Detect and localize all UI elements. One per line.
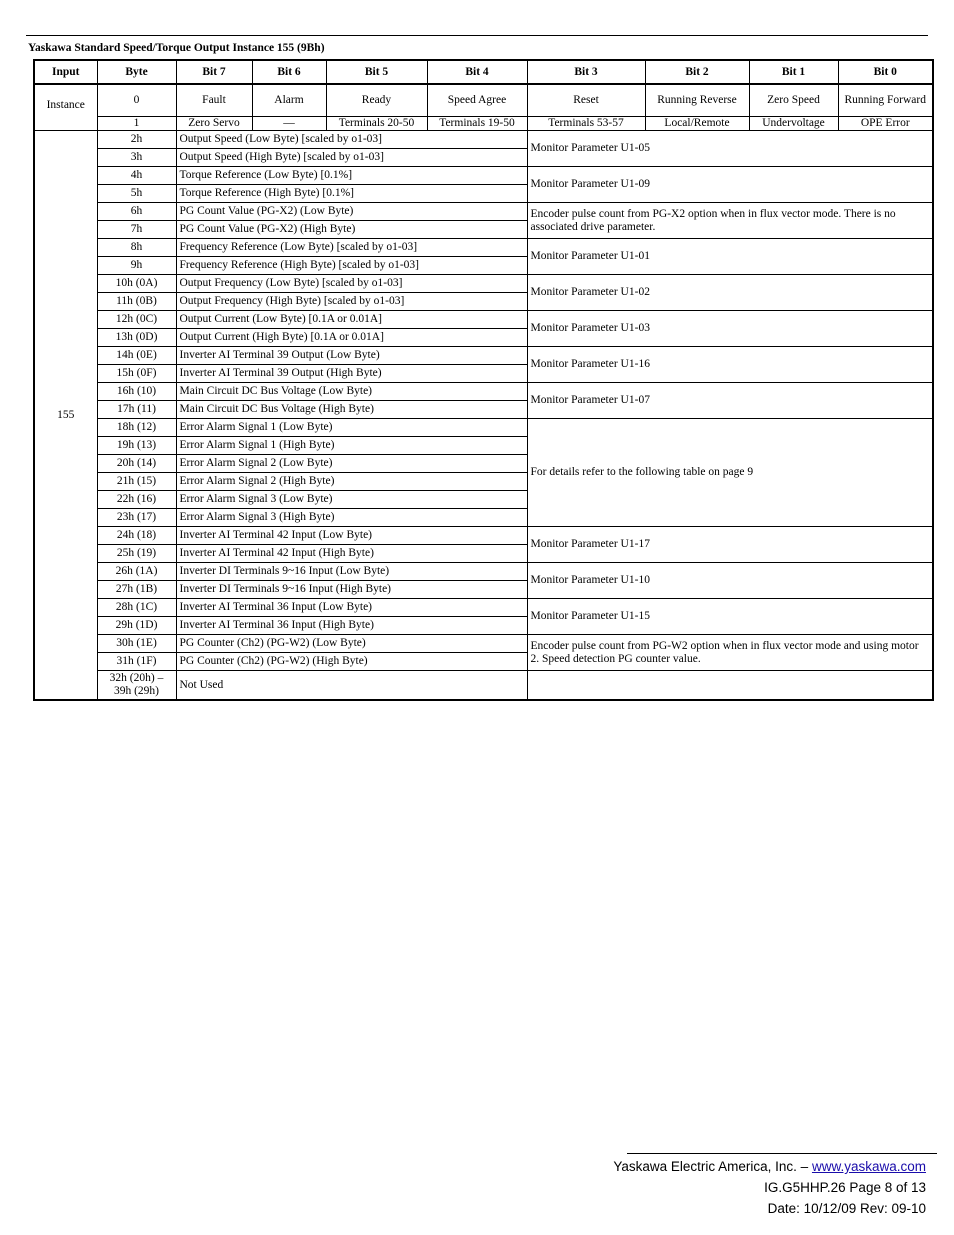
description-cell: PG Counter (Ch2) (PG-W2) (Low Byte) xyxy=(176,635,527,653)
description-cell: Torque Reference (High Byte) [0.1%] xyxy=(176,185,527,203)
note-cell: Monitor Parameter U1-03 xyxy=(527,311,933,347)
byte-range-start: 32h (20h) – xyxy=(109,672,164,684)
description-cell: PG Count Value (PG-X2) (High Byte) xyxy=(176,221,527,239)
table-row xyxy=(34,671,933,701)
byte-cell: 2h xyxy=(97,131,176,149)
byte-cell: 3h xyxy=(97,149,176,167)
note-cell: Monitor Parameter U1-07 xyxy=(527,383,933,419)
table-row xyxy=(34,275,933,293)
header-bit7: Bit 7 xyxy=(176,60,252,84)
description-cell: Error Alarm Signal 2 (High Byte) xyxy=(176,473,527,491)
byte-cell: 25h (19) xyxy=(97,545,176,563)
byte-cell: 14h (0E) xyxy=(97,347,176,365)
byte-cell: 6h xyxy=(97,203,176,221)
description-cell: Inverter AI Terminal 42 Input (High Byte) xyxy=(176,545,527,563)
description-cell: Inverter AI Terminal 39 Output (Low Byte) xyxy=(176,347,527,365)
byte-cell: 30h (1E) xyxy=(97,635,176,653)
byte-cell: 18h (12) xyxy=(97,419,176,437)
table-row xyxy=(34,419,933,437)
byte-cell: 13h (0D) xyxy=(97,329,176,347)
byte-cell: 22h (16) xyxy=(97,491,176,509)
note-cell xyxy=(527,671,933,701)
description-cell: PG Count Value (PG-X2) (Low Byte) xyxy=(176,203,527,221)
byte-cell: 15h (0F) xyxy=(97,365,176,383)
bit-cell: Undervoltage xyxy=(749,117,838,131)
byte-cell: 28h (1C) xyxy=(97,599,176,617)
website-link[interactable]: www.yaskawa.com xyxy=(811,1159,926,1174)
byte-cell: 1 xyxy=(97,117,176,131)
instance-number: 155 xyxy=(34,131,97,701)
description-cell: Inverter AI Terminal 42 Input (Low Byte) xyxy=(176,527,527,545)
byte-cell: 4h xyxy=(97,167,176,185)
description-cell: Inverter DI Terminals 9~16 Input (High Byte) xyxy=(176,581,527,599)
byte-cell: 20h (14) xyxy=(97,455,176,473)
byte-cell: 11h (0B) xyxy=(97,293,176,311)
bit-cell: Terminals 53-57 xyxy=(527,117,645,131)
bit-cell: Ready xyxy=(326,84,427,117)
byte-cell: 19h (13) xyxy=(97,437,176,455)
bit-cell: Running Forward xyxy=(838,84,933,117)
byte-cell xyxy=(97,671,176,701)
table-row xyxy=(34,131,933,149)
note-cell: Encoder pulse count from PG-X2 option when in flux vector mode. There is no associated drive parameter. xyxy=(527,203,933,239)
note-cell: Monitor Parameter U1-09 xyxy=(527,167,933,203)
top-rule xyxy=(26,35,928,36)
note-cell: Monitor Parameter U1-10 xyxy=(527,563,933,599)
description-cell: Error Alarm Signal 2 (Low Byte) xyxy=(176,455,527,473)
header-bit2: Bit 2 xyxy=(645,60,749,84)
bit-cell: OPE Error xyxy=(838,117,933,131)
description-cell: Main Circuit DC Bus Voltage (High Byte) xyxy=(176,401,527,419)
header-bit1: Bit 1 xyxy=(749,60,838,84)
byte-cell: 8h xyxy=(97,239,176,257)
bit-cell: Zero Servo xyxy=(176,117,252,131)
instance-label: Instance xyxy=(34,84,97,131)
table-row xyxy=(34,239,933,257)
table-row xyxy=(34,383,933,401)
description-cell: Output Current (Low Byte) [0.1A or 0.01A] xyxy=(176,311,527,329)
byte-cell: 10h (0A) xyxy=(97,275,176,293)
byte-cell: 5h xyxy=(97,185,176,203)
bit-cell: Zero Speed xyxy=(749,84,838,117)
note-cell: Monitor Parameter U1-02 xyxy=(527,275,933,311)
note-cell: Monitor Parameter U1-17 xyxy=(527,527,933,563)
note-cell: Monitor Parameter U1-15 xyxy=(527,599,933,635)
bit-cell: Local/Remote xyxy=(645,117,749,131)
byte-range-end: 39h (29h) xyxy=(113,685,160,697)
header-input: Input xyxy=(34,60,97,84)
bit-cell: Alarm xyxy=(252,84,326,117)
description-cell: Output Frequency (Low Byte) [scaled by o1-03] xyxy=(176,275,527,293)
note-cell: Encoder pulse count from PG-W2 option when in flux vector mode and using motor 2. Speed detection PG counter value. xyxy=(527,635,933,671)
bit-cell: — xyxy=(252,117,326,131)
footer-company: Yaskawa Electric America, Inc. – xyxy=(613,1159,809,1174)
byte-cell: 27h (1B) xyxy=(97,581,176,599)
description-cell: Error Alarm Signal 1 (Low Byte) xyxy=(176,419,527,437)
description-cell: Output Speed (Low Byte) [scaled by o1-03] xyxy=(176,131,527,149)
description-cell: Inverter AI Terminal 36 Input (Low Byte) xyxy=(176,599,527,617)
table-row xyxy=(34,599,933,617)
bit-cell: Speed Agree xyxy=(427,84,527,117)
bit-cell: Running Reverse xyxy=(645,84,749,117)
byte-cell: 9h xyxy=(97,257,176,275)
byte-cell: 29h (1D) xyxy=(97,617,176,635)
description-cell: Inverter AI Terminal 36 Input (High Byte) xyxy=(176,617,527,635)
instance-155-table xyxy=(33,59,934,701)
description-cell: Torque Reference (Low Byte) [0.1%] xyxy=(176,167,527,185)
footer-company-line xyxy=(613,1159,926,1174)
table-row xyxy=(34,563,933,581)
bit-cell: Terminals 19-50 xyxy=(427,117,527,131)
description-cell: Inverter DI Terminals 9~16 Input (Low Byte) xyxy=(176,563,527,581)
note-cell: For details refer to the following table on page 9 xyxy=(527,419,933,527)
table-row xyxy=(34,347,933,365)
note-cell: Monitor Parameter U1-16 xyxy=(527,347,933,383)
table-row xyxy=(34,84,933,117)
header-bit4: Bit 4 xyxy=(427,60,527,84)
note-cell: Monitor Parameter U1-05 xyxy=(527,131,933,167)
byte-cell: 23h (17) xyxy=(97,509,176,527)
header-byte: Byte xyxy=(97,60,176,84)
description-cell: Inverter AI Terminal 39 Output (High Byte) xyxy=(176,365,527,383)
description-cell: Error Alarm Signal 3 (Low Byte) xyxy=(176,491,527,509)
footer-date-line: Date: 10/12/09 Rev: 09-10 xyxy=(767,1201,926,1216)
byte-cell: 7h xyxy=(97,221,176,239)
header-bit6: Bit 6 xyxy=(252,60,326,84)
header-bit5: Bit 5 xyxy=(326,60,427,84)
description-cell: Output Speed (High Byte) [scaled by o1-03] xyxy=(176,149,527,167)
table-row xyxy=(34,117,933,131)
description-cell: Error Alarm Signal 3 (High Byte) xyxy=(176,509,527,527)
header-bit0: Bit 0 xyxy=(838,60,933,84)
table-row xyxy=(34,167,933,185)
description-cell: Output Current (High Byte) [0.1A or 0.01A] xyxy=(176,329,527,347)
description-cell: Error Alarm Signal 1 (High Byte) xyxy=(176,437,527,455)
description-cell: Frequency Reference (Low Byte) [scaled by o1-03] xyxy=(176,239,527,257)
byte-cell: 0 xyxy=(97,84,176,117)
bit-cell: Fault xyxy=(176,84,252,117)
note-cell: Monitor Parameter U1-01 xyxy=(527,239,933,275)
table-title: Yaskawa Standard Speed/Torque Output Instance 155 (9Bh) xyxy=(28,42,325,54)
bit-cell: Terminals 20-50 xyxy=(326,117,427,131)
byte-cell: 26h (1A) xyxy=(97,563,176,581)
description-cell: Not Used xyxy=(176,671,527,701)
description-cell: Frequency Reference (High Byte) [scaled by o1-03] xyxy=(176,257,527,275)
description-cell: PG Counter (Ch2) (PG-W2) (High Byte) xyxy=(176,653,527,671)
bit-cell: Reset xyxy=(527,84,645,117)
byte-cell: 21h (15) xyxy=(97,473,176,491)
byte-cell: 24h (18) xyxy=(97,527,176,545)
footer-rule xyxy=(627,1153,937,1154)
header-row xyxy=(34,60,933,84)
byte-cell: 12h (0C) xyxy=(97,311,176,329)
footer-doc-line: IG.G5HHP.26 Page 8 of 13 xyxy=(764,1180,926,1195)
header-bit3: Bit 3 xyxy=(527,60,645,84)
byte-cell: 17h (11) xyxy=(97,401,176,419)
description-cell: Output Frequency (High Byte) [scaled by o1-03] xyxy=(176,293,527,311)
table-row xyxy=(34,203,933,221)
table-row xyxy=(34,527,933,545)
table-row xyxy=(34,635,933,653)
byte-cell: 31h (1F) xyxy=(97,653,176,671)
table-row xyxy=(34,311,933,329)
byte-cell: 16h (10) xyxy=(97,383,176,401)
description-cell: Main Circuit DC Bus Voltage (Low Byte) xyxy=(176,383,527,401)
